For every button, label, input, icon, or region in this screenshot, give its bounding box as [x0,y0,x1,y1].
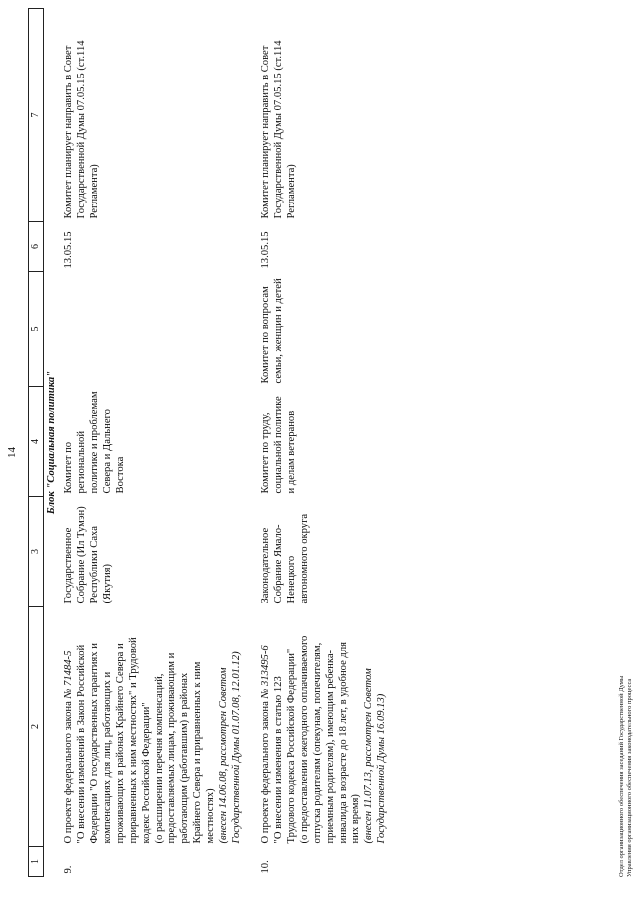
page-number: 14 [6,447,18,458]
bills-table [28,8,391,877]
submission-info: Государственной Думы 16.09.13) [376,693,388,844]
status-note: Комитет планирует направить в Совет Государственной Думы 07.05.15 (ст.114 Регламента) [63,40,100,219]
bill-line: предоставляемых лицам, проживающим и [166,652,178,844]
bill-line: инвалида в возрасте до 18 лет, в удобное для [337,642,349,844]
bill-line: отпуска родителям (опекунам, попечителям, [311,642,323,844]
initiator: Государственное Собрание (Ил Тумэн) Республики Саха (Якутия) [63,506,113,604]
status-note: Комитет планирует направить в Совет Государственной Думы 07.05.15 (ст.114 Регламента) [260,40,297,219]
bill-line: них время) [350,794,362,844]
co-committee [61,272,246,387]
bill-line: работающим (работавшим) в районах [179,672,191,844]
bill-line: "О внесении изменений в Закон Российской [76,644,88,844]
column-header: 3 [29,497,44,607]
bill-line: проживающих в районах Крайнего Севера и [114,643,126,844]
date: 13.05.15 [63,231,75,269]
section-row [44,9,61,877]
bill-title-line: О проекте федерального закона № 313495-6 [260,645,272,844]
bill-line: приравненных к ним местностях" и Трудовой [127,637,139,844]
responsible-committee: Комитет по труду, социальной политике и делам ветеранов [260,396,297,494]
column-header: 2 [29,607,44,847]
column-header: 4 [29,387,44,497]
bill-line: Федерации "О государственных гарантиях и [88,643,100,844]
column-header: 5 [29,272,44,387]
date: 13.05.15 [260,231,272,269]
page-footer [618,676,634,877]
bill-description [61,607,246,847]
submission-info: (внесен 11.07.13, рассмотрен Советом [363,668,375,844]
submission-info: (внесен 14.06.08, рассмотрен Советом [218,667,230,844]
submission-info: Государственной Думы 01.07.08, 12.01.12) [231,651,243,844]
column-header: 7 [29,9,44,222]
bill-line: Трудового кодекса Российской Федерации" [285,648,297,844]
bill-line: "О внесении изменения в статью 123 [272,676,284,844]
column-number-row [29,9,44,877]
initiator: Законодательное Собрание Ямало-Ненецкого автономного округа [260,513,310,604]
table-row [246,9,391,877]
bill-number: № 313495-6 [260,645,272,699]
table-row [61,9,246,877]
responsible-committee: Комитет по региональной политике и проблемам Севера и Дальнего Востока [63,391,126,494]
bill-line: (о предоставлении ежегодного оплачиваемого [298,635,310,844]
row-number: 10. [260,860,272,874]
co-committee: Комитет по вопросам семьи, женщин и детей [260,278,284,384]
bill-line: (о расширении перечня компенсаций, [153,673,165,844]
footer-line: Управления организационного обеспечения законодательного процесса [626,678,634,877]
column-header: 6 [29,222,44,272]
footer-line: Отдел организационного обеспечения заседаний Государственной Думы [618,675,626,877]
bill-line: местностях) [205,788,217,844]
section-title: Блок "Социальная политика" [46,370,58,515]
bill-line: приемным родителям), имеющим ребенка- [324,649,336,844]
bill-description [246,607,391,847]
row-number: 9. [63,865,75,874]
bill-number: № 71484-5 [63,650,75,699]
column-header: 1 [29,847,44,877]
bill-line: Крайнего Севера и приравненных к ним [192,661,204,844]
bill-line: компенсациях для лиц, работающих и [101,671,113,844]
bill-title-line: О проекте федерального закона № 71484-5 [63,650,75,844]
bill-line: кодекс Российской Федерации" [140,702,152,844]
